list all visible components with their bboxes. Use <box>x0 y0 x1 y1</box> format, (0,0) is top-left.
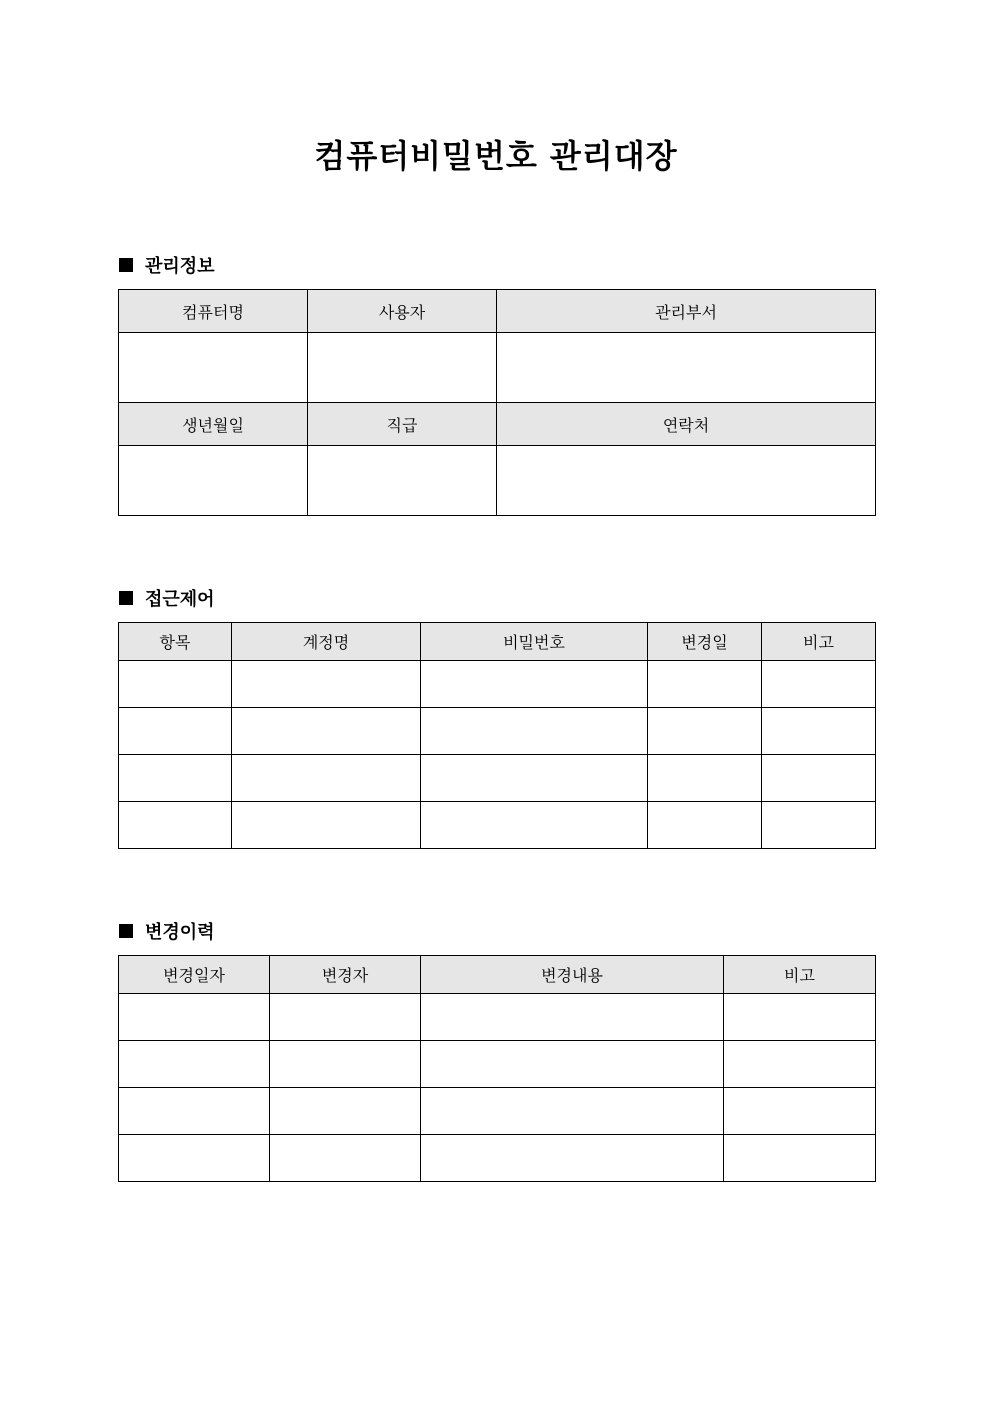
table-cell[interactable] <box>421 802 648 849</box>
table-cell[interactable] <box>421 755 648 802</box>
table-cell[interactable] <box>421 708 648 755</box>
header-position: 직급 <box>308 403 497 446</box>
table-cell[interactable] <box>648 755 762 802</box>
table-cell[interactable] <box>762 661 876 708</box>
table-cell[interactable] <box>119 661 232 708</box>
table-row <box>119 802 876 849</box>
birthdate-cell[interactable] <box>119 446 308 516</box>
header-computer-name: 컴퓨터명 <box>119 290 308 333</box>
table-cell[interactable] <box>724 1135 876 1182</box>
header-birthdate: 생년월일 <box>119 403 308 446</box>
header-item: 항목 <box>119 623 232 661</box>
position-cell[interactable] <box>308 446 497 516</box>
table-cell[interactable] <box>270 1088 421 1135</box>
table-cell[interactable] <box>724 1088 876 1135</box>
header-change-date: 변경일자 <box>119 956 270 994</box>
computer-name-cell[interactable] <box>119 333 308 403</box>
table-cell[interactable] <box>119 708 232 755</box>
section-title: 관리정보 <box>145 256 215 277</box>
header-contact: 연락처 <box>497 403 876 446</box>
header-row <box>119 290 876 333</box>
value-row <box>119 333 876 403</box>
table-row <box>119 661 876 708</box>
table-cell[interactable] <box>119 755 232 802</box>
department-cell[interactable] <box>497 333 876 403</box>
table-cell[interactable] <box>119 1041 270 1088</box>
table-cell[interactable] <box>762 802 876 849</box>
table-cell[interactable] <box>421 994 724 1041</box>
section-heading-info <box>119 253 215 277</box>
contact-cell[interactable] <box>497 446 876 516</box>
table-cell[interactable] <box>270 1041 421 1088</box>
square-bullet-icon <box>119 591 133 605</box>
table-cell[interactable] <box>119 802 232 849</box>
change-history-table <box>118 955 876 1182</box>
table-cell[interactable] <box>421 1135 724 1182</box>
table-cell[interactable] <box>270 1135 421 1182</box>
header-note: 비고 <box>724 956 876 994</box>
section-heading-history <box>119 919 215 943</box>
header-department: 관리부서 <box>497 290 876 333</box>
table-row <box>119 708 876 755</box>
table-cell[interactable] <box>762 755 876 802</box>
user-cell[interactable] <box>308 333 497 403</box>
table-row <box>119 1135 876 1182</box>
square-bullet-icon <box>119 924 133 938</box>
table-cell[interactable] <box>421 1041 724 1088</box>
header-row <box>119 623 876 661</box>
table-cell[interactable] <box>119 994 270 1041</box>
table-cell[interactable] <box>119 1135 270 1182</box>
header-user: 사용자 <box>308 290 497 333</box>
header-change-content: 변경내용 <box>421 956 724 994</box>
header-row <box>119 403 876 446</box>
table-cell[interactable] <box>724 994 876 1041</box>
table-row <box>119 994 876 1041</box>
header-note: 비고 <box>762 623 876 661</box>
header-row <box>119 956 876 994</box>
table-cell[interactable] <box>232 755 421 802</box>
header-password: 비밀번호 <box>421 623 648 661</box>
access-control-table <box>118 622 876 849</box>
header-changer: 변경자 <box>270 956 421 994</box>
table-cell[interactable] <box>648 802 762 849</box>
table-cell[interactable] <box>724 1041 876 1088</box>
value-row <box>119 446 876 516</box>
section-title: 변경이력 <box>145 922 215 943</box>
table-cell[interactable] <box>762 708 876 755</box>
table-cell[interactable] <box>232 708 421 755</box>
table-cell[interactable] <box>232 802 421 849</box>
table-row <box>119 1088 876 1135</box>
header-account: 계정명 <box>232 623 421 661</box>
document-title: 컴퓨터비밀번호 관리대장 <box>314 137 678 175</box>
table-row <box>119 1041 876 1088</box>
info-table <box>118 289 876 516</box>
table-cell[interactable] <box>648 708 762 755</box>
table-cell[interactable] <box>232 661 421 708</box>
header-changed-date: 변경일 <box>648 623 762 661</box>
square-bullet-icon <box>119 258 133 272</box>
table-cell[interactable] <box>648 661 762 708</box>
section-heading-access <box>119 586 215 610</box>
table-cell[interactable] <box>421 661 648 708</box>
section-title: 접근제어 <box>145 589 215 610</box>
table-cell[interactable] <box>270 994 421 1041</box>
table-cell[interactable] <box>421 1088 724 1135</box>
table-cell[interactable] <box>119 1088 270 1135</box>
table-row <box>119 755 876 802</box>
